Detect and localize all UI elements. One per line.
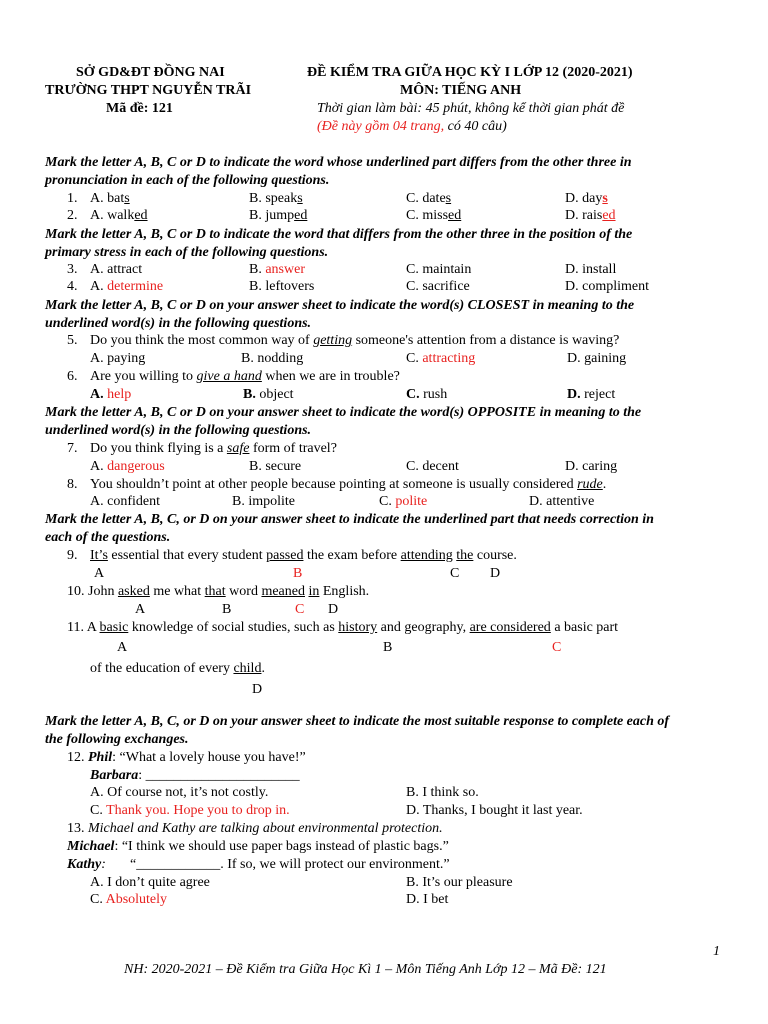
instruction-error: Mark the letter A, B, C, or D on your answer sheet to indicate the underlined part that needs correction in each of the questions. xyxy=(45,512,654,545)
page-number: 1 xyxy=(713,944,720,959)
q1-option-c: C. dates xyxy=(406,191,452,206)
q4-option-d: D. compliment xyxy=(565,279,649,294)
q7-option-c: C. decent xyxy=(406,459,459,474)
q1-option-d: D. days xyxy=(565,191,608,206)
q4-option-b: B. leftovers xyxy=(249,279,315,294)
q6-option-b: B. object xyxy=(243,387,294,402)
instruction-stress: Mark the letter A, B, C or D to indicate the word that differs from the other three in the position of the primary stress in each of the following questions. xyxy=(45,227,633,260)
q13-line1: Michael: “I think we should use paper bags instead of plastic bags.” xyxy=(67,839,449,854)
q12-option-c: C. Thank you. Hope you to drop in. xyxy=(90,803,290,818)
q10-label-a: A xyxy=(135,602,146,617)
question-number: 3. xyxy=(67,262,78,277)
q12-line1: 12. Phil: “What a lovely house you have!” xyxy=(67,750,306,765)
instruction-response: Mark the letter A, B, C, or D on your answer sheet to indicate the most suitable response to complete each of the following exchanges. xyxy=(45,714,670,747)
q13-context: 13. Michael and Kathy are talking about environmental protection. xyxy=(67,821,443,836)
q12-option-d: D. Thanks, I bought it last year. xyxy=(406,803,583,818)
footer-text: NH: 2020-2021 – Đề Kiểm tra Giữa Học Kì 1 – Môn Tiếng Anh Lớp 12 – Mã Đề: 121 xyxy=(124,962,607,977)
q6-option-d: D. reject xyxy=(567,387,616,402)
question-number: 6. xyxy=(67,369,78,384)
exam-title: ĐỀ KIỂM TRA GIỮA HỌC KỲ I LỚP 12 (2020-2021) xyxy=(307,65,633,80)
question-number: 8. xyxy=(67,477,78,492)
instruction-closest: Mark the letter A, B, C or D on your answer sheet to indicate the word(s) CLOSEST in meaning to the underlined word(s) in the following questions. xyxy=(45,298,635,331)
q5-option-c: C. attracting xyxy=(406,351,476,366)
q5-option-a: A. paying xyxy=(90,351,146,366)
page-count-note: (Đề này gồm 04 trang, có 40 câu) xyxy=(317,119,507,134)
q6-option-c: C. rush xyxy=(406,387,448,402)
q13-option-b: B. It’s our pleasure xyxy=(406,875,513,890)
instruction-opposite: Mark the letter A, B, C or D on your answer sheet to indicate the word(s) OPPOSITE in meaning to the underlined word(s) in the following questions. xyxy=(45,405,642,438)
q8-stem: You shouldn’t point at other people because pointing at someone is usually considered rude. xyxy=(90,477,607,492)
q3-option-b: B. answer xyxy=(249,262,305,277)
q10-stem: 10. John asked me what that word meaned in English. xyxy=(67,584,370,599)
q13-blank: “____________. If so, we will protect our environment.” xyxy=(130,857,450,872)
q9-stem: It’s essential that every student passed the exam before attending the course. xyxy=(90,548,517,563)
exam-duration: Thời gian làm bài: 45 phút, không kể thời gian phát đề xyxy=(317,101,625,116)
subject-title: MÔN: TIẾNG ANH xyxy=(400,83,522,98)
q9-label-c: C xyxy=(450,566,460,581)
q7-option-d: D. caring xyxy=(565,459,618,474)
q7-option-a: A. dangerous xyxy=(90,459,165,474)
q7-option-b: B. secure xyxy=(249,459,302,474)
q5-option-b: B. nodding xyxy=(241,351,304,366)
q1-option-a: A. bats xyxy=(90,191,130,206)
question-number: 4. xyxy=(67,279,78,294)
department-name: SỞ GD&ĐT ĐỒNG NAI xyxy=(76,65,225,80)
q7-stem: Do you think flying is a safe form of travel? xyxy=(90,441,337,456)
q1-option-b: B. speaks xyxy=(249,191,303,206)
q2-option-c: C. missed xyxy=(406,208,462,223)
q13-line2: Kathy: xyxy=(67,857,106,872)
q11-stem-line2: of the education of every child. xyxy=(90,661,265,676)
q8-option-c: C. polite xyxy=(379,494,428,509)
question-number: 5. xyxy=(67,333,78,348)
q5-option-d: D. gaining xyxy=(567,351,627,366)
q2-option-a: A. walked xyxy=(90,208,148,223)
q4-option-a: A. determine xyxy=(90,279,164,294)
school-name: TRƯỜNG THPT NGUYỄN TRÃI xyxy=(45,83,252,98)
question-number: 2. xyxy=(67,208,78,223)
question-number: 1. xyxy=(67,191,78,206)
q2-option-b: B. jumped xyxy=(249,208,308,223)
q13-option-a: A. I don’t quite agree xyxy=(90,875,210,890)
q10-label-b: B xyxy=(222,602,232,617)
q5-stem: Do you think the most common way of getting someone's attention from a distance is waving? xyxy=(90,333,620,348)
q8-option-a: A. confident xyxy=(90,494,160,509)
q11-label-d: D xyxy=(252,682,263,697)
q3-option-d: D. install xyxy=(565,262,617,277)
q9-label-b: B xyxy=(293,566,303,581)
q11-stem: 11. A basic knowledge of social studies, such as history and geography, are considered a basic part xyxy=(67,620,619,635)
q12-option-a: A. Of course not, it’s not costly. xyxy=(90,785,269,800)
q8-option-d: D. attentive xyxy=(529,494,595,509)
q13-option-d: D. I bet xyxy=(406,892,449,907)
q10-label-d: D xyxy=(328,602,339,617)
q9-label-d: D xyxy=(490,566,501,581)
q11-label-b: B xyxy=(383,640,393,655)
q2-option-d: D. raised xyxy=(565,208,616,223)
exam-code: Mã đề: 121 xyxy=(106,101,173,116)
q6-stem: Are you willing to give a hand when we are in trouble? xyxy=(90,369,400,384)
q4-option-c: C. sacrifice xyxy=(406,279,470,294)
q11-label-c: C xyxy=(552,640,562,655)
q9-label-a: A xyxy=(94,566,105,581)
q3-option-c: C. maintain xyxy=(406,262,472,277)
q3-option-a: A. attract xyxy=(90,262,143,277)
question-number: 7. xyxy=(67,441,78,456)
q12-option-b: B. I think so. xyxy=(406,785,479,800)
q8-option-b: B. impolite xyxy=(232,494,295,509)
instruction-pronunciation: Mark the letter A, B, C or D to indicate the word whose underlined part differs from the other three in pronunciation in each of the following questions. xyxy=(45,155,632,188)
q11-label-a: A xyxy=(117,640,128,655)
q6-option-a: A. help xyxy=(90,387,132,402)
question-number: 9. xyxy=(67,548,78,563)
q10-label-c: C xyxy=(295,602,305,617)
q13-option-c: C. Absolutely xyxy=(90,892,168,907)
q12-line2: Barbara: ______________________ xyxy=(90,768,300,783)
